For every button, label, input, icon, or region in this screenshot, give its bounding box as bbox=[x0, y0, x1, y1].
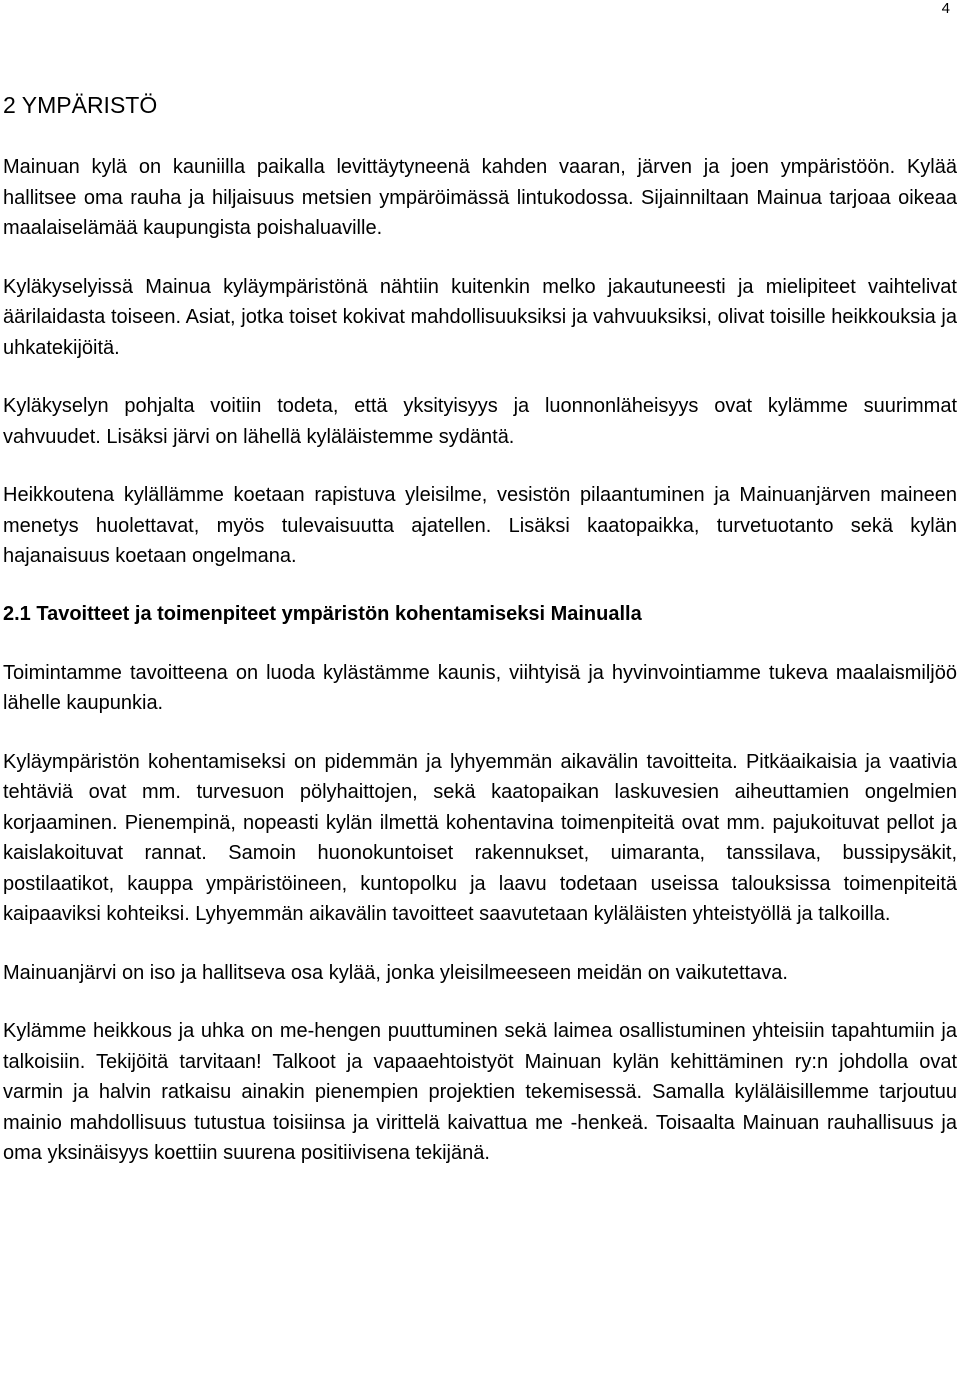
subsection-heading: 2.1 Tavoitteet ja toimenpiteet ympäristön kohentamiseksi Mainualla bbox=[3, 602, 642, 625]
paragraph: Mainuanjärvi on iso ja hallitseva osa kylää, jonka yleisilmeeseen meidän on vaikutettava. bbox=[3, 961, 788, 984]
page-number: 4 bbox=[941, 0, 950, 17]
paragraph: Toimintamme tavoitteena on luoda kylästämme kaunis, viihtyisä ja hyvinvointiamme tukeva maalaismiljöö lähelle kaupunkia. bbox=[3, 661, 957, 714]
paragraph: Heikkoutena kylällämme koetaan rapistuva yleisilme, vesistön pilaantuminen ja Mainuanjärven maineen menetys huolettavat, myös tulevaisuutta ajatellen. Lisäksi kaatopaikka, turvetuotanto sekä kylän hajanaisuus koetaan ongelmana. bbox=[3, 484, 957, 567]
paragraph: Kylämme heikkous ja uhka on me-hengen puuttuminen sekä laimea osallistuminen yhteisiin tapahtumiin ja talkoisiin. Tekijöitä tarvitaan! Talkoot ja vapaaehtoistyöt Mainuan kylän kehittäminen ry:n johdolla ovat varmin ja halvin ratkaisu ainakin pienempien projektien tekemisessä. Samalla kyläläisillemme tarjoutuu mainio mahdollisuus tutustua toisiinsa ja virittelä kaivattua me -henkeä. Toisaalta Mainuan rauhallisuus ja oma yksinäisyys koettiin suurena positiivisena tekijänä. bbox=[3, 1020, 957, 1164]
section-heading: 2 YMPÄRISTÖ bbox=[3, 92, 158, 118]
document-body bbox=[3, 90, 957, 1197]
paragraph: Mainuan kylä on kauniilla paikalla levittäytyneenä kahden vaaran, järven ja joen ympäristöön. Kylää hallitsee oma rauha ja hiljaisuus metsien ympäröimässä lintukodossa. Sijainniltaan Mainua tarjoaa oikeaa maalaiselämää kaupungista poishaluaville. bbox=[3, 156, 957, 239]
paragraph: Kyläkyselyn pohjalta voitiin todeta, että yksityisyys ja luonnonläheisyys ovat kylämme suurimmat vahvuudet. Lisäksi järvi on lähellä kyläläistemme sydäntä. bbox=[3, 395, 957, 448]
paragraph: Kyläympäristön kohentamiseksi on pidemmän ja lyhyemmän aikavälin tavoitteita. Pitkäaikaisia ja vaativia tehtäviä ovat mm. turvesuon pölyhaittojen, sekä kaatopaikan laskuvesien aiheuttamien ongelmien korjaaminen. Pienempinä, nopeasti kylän ilmettä kohentavina toimenpiteitä ovat mm. pajukoituvat pellot ja kaislakoituvat rannat. Samoin huonokuntoiset rakennukset, uimaranta, tanssilava, bussipysäkit, postilaatikot, kauppa ympäristöineen, kuntopolku ja laavu todetaan useissa talouksissa toimenpiteitä kaipaaviksi kohteiksi. Lyhyemmän aikavälin tavoitteet saavutetaan kyläläisten yhteistyöllä ja talkoilla. bbox=[3, 750, 957, 925]
paragraph: Kyläkyselyissä Mainua kyläympäristönä nähtiin kuitenkin melko jakautuneesti ja mielipiteet vaihtelivat äärilaidasta toiseen. Asiat, jotka toiset kokivat mahdollisuuksiksi ja vahvuuksiksi, olivat toisille heikkouksia ja uhkatekijöitä. bbox=[3, 275, 957, 359]
